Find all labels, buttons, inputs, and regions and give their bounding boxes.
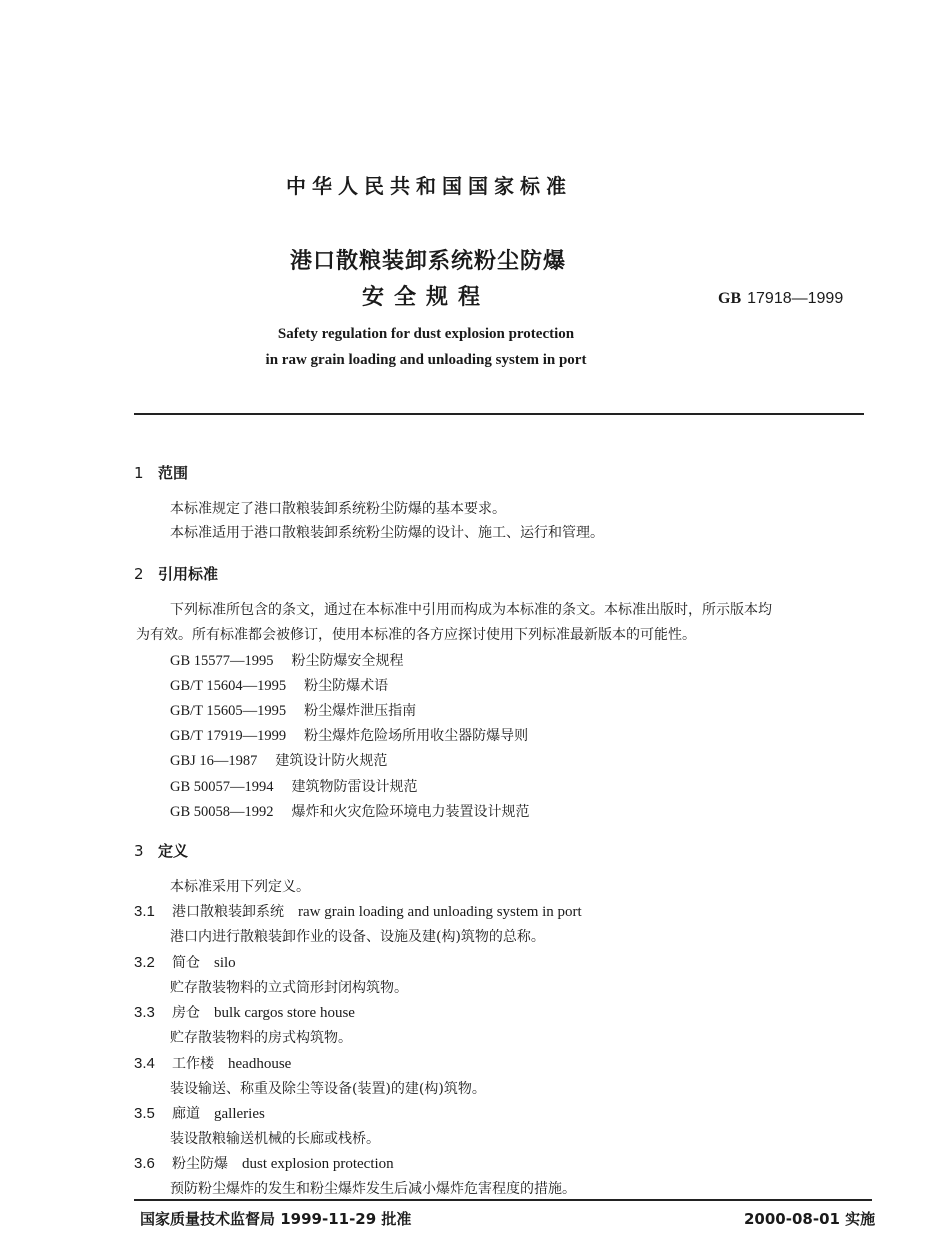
definition-number: 3.1 xyxy=(134,903,155,920)
reference-name: 粉尘防爆安全规程 xyxy=(291,653,404,669)
definition-number: 3.5 xyxy=(134,1105,155,1122)
effective-date: 2000-08-01 实施 xyxy=(744,1210,876,1228)
reference-code: GB 50057—1994 xyxy=(170,779,274,795)
paragraph: 下列标准所包含的条文，通过在本标准中引用而构成为本标准的条文。本标准出版时，所示版本均 xyxy=(170,602,772,618)
reference-item xyxy=(170,750,387,770)
header-divider xyxy=(134,413,864,415)
definition-description: 装设输送、称重及除尘等设备(装置)的建(构)筑物。 xyxy=(170,1081,486,1097)
definition-description: 装设散粮输送机械的长廊或栈桥。 xyxy=(170,1131,380,1147)
reference-code: GB/T 15604—1995 xyxy=(170,678,287,694)
english-title-line1: Safety regulation for dust explosion protection xyxy=(277,326,575,342)
reference-code: GBJ 16—1987 xyxy=(170,753,258,769)
reference-code: GB 15577—1995 xyxy=(170,653,274,669)
definition-term xyxy=(134,1103,265,1123)
reference-item xyxy=(170,725,528,745)
paragraph: 本标准适用于港口散粮装卸系统粉尘防爆的设计、施工、运行和管理。 xyxy=(170,525,604,541)
reference-item xyxy=(170,675,388,695)
definition-description: 港口内进行散粮装卸作业的设备、设施及建(构)筑物的总称。 xyxy=(170,929,545,945)
term-english: bulk cargos store house xyxy=(214,1005,355,1021)
paragraph: 为有效。所有标准都会被修订，使用本标准的各方应探讨使用下列标准最新版本的可能性。 xyxy=(136,627,696,643)
definition-number: 3.4 xyxy=(134,1055,155,1072)
reference-item xyxy=(170,801,530,821)
definition-term xyxy=(134,1153,394,1173)
reference-code: GB 50058—1992 xyxy=(170,804,274,820)
term-chinese: 粉尘防爆 xyxy=(172,1156,228,1172)
footer-divider xyxy=(134,1199,872,1201)
definition-number: 3.6 xyxy=(134,1155,155,1172)
document-title-line2: 安全规程 xyxy=(361,285,490,310)
definition-description: 贮存散装物料的房式构筑物。 xyxy=(170,1030,352,1046)
reference-code: GB/T 17919—1999 xyxy=(170,728,287,744)
section-1-heading xyxy=(134,462,188,483)
term-chinese: 港口散粮装卸系统 xyxy=(172,904,284,920)
term-chinese: 工作楼 xyxy=(172,1056,214,1072)
term-english: raw grain loading and unloading system in port xyxy=(298,904,582,920)
reference-name: 粉尘爆炸危险场所用收尘器防爆导则 xyxy=(304,728,529,744)
reference-name: 粉尘爆炸泄压指南 xyxy=(304,703,417,719)
section-title: 范围 xyxy=(158,464,189,482)
approval-line: 国家质量技术监督局 1999-11-29 批准 xyxy=(140,1210,412,1228)
definition-description: 贮存散装物料的立式筒形封闭构筑物。 xyxy=(170,980,408,996)
reference-item xyxy=(170,700,416,720)
reference-item xyxy=(170,650,404,670)
term-english: headhouse xyxy=(228,1056,292,1072)
section-number: 2 xyxy=(134,565,144,583)
term-chinese: 房仓 xyxy=(172,1005,200,1021)
reference-name: 建筑设计防火规范 xyxy=(275,753,388,769)
term-english: galleries xyxy=(214,1106,265,1122)
standard-number-value: 17918—1999 xyxy=(747,290,844,307)
reference-name: 粉尘防爆术语 xyxy=(304,678,389,694)
term-chinese: 简仓 xyxy=(172,955,200,971)
reference-name: 爆炸和火灾危险环境电力装置设计规范 xyxy=(291,804,530,820)
section-2-heading xyxy=(134,563,218,584)
paragraph: 本标准采用下列定义。 xyxy=(170,879,310,895)
term-chinese: 廊道 xyxy=(172,1106,200,1122)
section-number: 3 xyxy=(134,842,144,860)
definition-number: 3.2 xyxy=(134,954,155,971)
section-title: 定义 xyxy=(158,842,189,860)
paragraph: 本标准规定了港口散粮装卸系统粉尘防爆的基本要求。 xyxy=(170,501,506,517)
term-english: dust explosion protection xyxy=(242,1156,394,1172)
definition-description: 预防粉尘爆炸的发生和粉尘爆炸发生后减小爆炸危害程度的措施。 xyxy=(170,1181,576,1197)
section-number: 1 xyxy=(134,464,144,482)
english-title-line2: in raw grain loading and unloading system in port xyxy=(265,352,587,368)
reference-item xyxy=(170,776,418,796)
section-3-heading xyxy=(134,840,188,861)
national-standard-heading: 中华人民共和国国家标准 xyxy=(286,174,572,198)
reference-name: 建筑物防雷设计规范 xyxy=(291,779,418,795)
definition-term xyxy=(134,952,236,972)
document-title-line1: 港口散粮装卸系统粉尘防爆 xyxy=(289,249,566,274)
section-title: 引用标准 xyxy=(158,565,219,583)
definition-number: 3.3 xyxy=(134,1004,155,1021)
term-english: silo xyxy=(214,955,236,971)
reference-code: GB/T 15605—1995 xyxy=(170,703,287,719)
definition-term xyxy=(134,1002,355,1022)
standard-prefix: GB xyxy=(718,290,742,307)
standard-number xyxy=(718,290,843,308)
definition-term xyxy=(134,901,582,921)
definition-term xyxy=(134,1053,291,1073)
